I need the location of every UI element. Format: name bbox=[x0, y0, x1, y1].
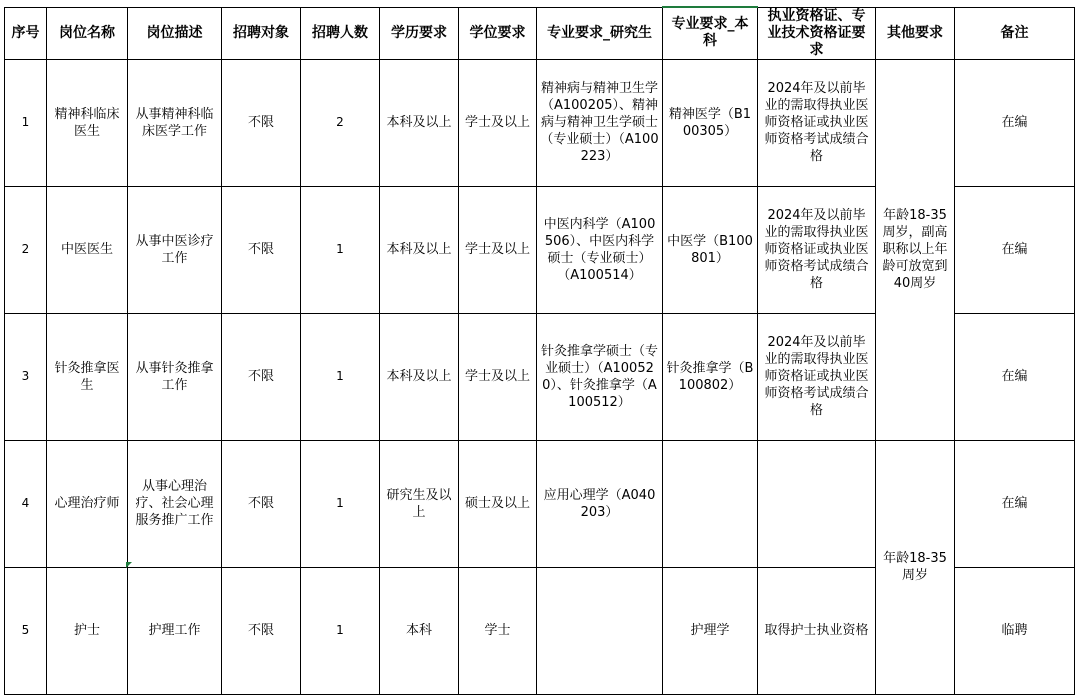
col-header-degree[interactable]: 学位要求 bbox=[459, 7, 537, 59]
cell-target[interactable]: 不限 bbox=[222, 567, 301, 694]
cell-remarks[interactable]: 在编 bbox=[955, 440, 1075, 567]
col-header-certificate[interactable]: 执业资格证、专业技术资格证要求 bbox=[758, 7, 876, 59]
cell-position-name[interactable]: 护士 bbox=[47, 567, 128, 694]
cell-index[interactable]: 4 bbox=[5, 440, 47, 567]
cell-index[interactable]: 2 bbox=[5, 186, 47, 313]
cell-count[interactable]: 1 bbox=[301, 440, 380, 567]
cell-other-merged[interactable]: 年龄18-35周岁 bbox=[876, 440, 955, 694]
col-header-major-graduate[interactable]: 专业要求_研究生 bbox=[537, 7, 663, 59]
cell-position-desc[interactable]: 从事针灸推拿工作 bbox=[128, 313, 222, 440]
cell-major-graduate[interactable]: 针灸推拿学硕士（专业硕士）（A100520）、针灸推拿学（A100512） bbox=[537, 313, 663, 440]
cell-degree[interactable]: 学士及以上 bbox=[459, 313, 537, 440]
cell-position-desc[interactable]: 护理工作 bbox=[128, 567, 222, 694]
cell-count[interactable]: 2 bbox=[301, 59, 380, 186]
cell-remarks[interactable]: 在编 bbox=[955, 186, 1075, 313]
cell-other-merged[interactable]: 年龄18-35周岁，副高职称以上年龄可放宽到40周岁 bbox=[876, 59, 955, 440]
cell-remarks[interactable]: 在编 bbox=[955, 59, 1075, 186]
col-header-index[interactable]: 序号 bbox=[5, 7, 47, 59]
cell-remarks[interactable]: 临聘 bbox=[955, 567, 1075, 694]
cell-position-desc[interactable]: 从事中医诊疗工作 bbox=[128, 186, 222, 313]
cell-target[interactable]: 不限 bbox=[222, 186, 301, 313]
col-header-position-name[interactable]: 岗位名称 bbox=[47, 7, 128, 59]
cell-major-undergrad[interactable]: 护理学 bbox=[663, 567, 758, 694]
cell-major-graduate[interactable]: 精神病与精神卫生学（A100205）、精神病与精神卫生学硕士（专业硕士）（A100223） bbox=[537, 59, 663, 186]
cell-major-undergrad[interactable]: 精神医学（B100305） bbox=[663, 59, 758, 186]
cell-major-undergrad[interactable] bbox=[663, 440, 758, 567]
col-header-other[interactable]: 其他要求 bbox=[876, 7, 955, 59]
col-header-target[interactable]: 招聘对象 bbox=[222, 7, 301, 59]
col-header-count[interactable]: 招聘人数 bbox=[301, 7, 380, 59]
cell-position-name[interactable]: 中医医生 bbox=[47, 186, 128, 313]
cell-position-name[interactable]: 针灸推拿医生 bbox=[47, 313, 128, 440]
cell-major-undergrad[interactable]: 中医学（B100801） bbox=[663, 186, 758, 313]
cell-certificate[interactable]: 取得护士执业资格 bbox=[758, 567, 876, 694]
recruitment-table bbox=[4, 6, 1075, 695]
cell-major-graduate[interactable]: 应用心理学（A040203） bbox=[537, 440, 663, 567]
cell-certificate[interactable]: 2024年及以前毕业的需取得执业医师资格证或执业医师资格考试成绩合格 bbox=[758, 59, 876, 186]
cell-count[interactable]: 1 bbox=[301, 313, 380, 440]
table-row bbox=[5, 59, 1075, 186]
cell-major-graduate[interactable] bbox=[537, 567, 663, 694]
cell-education[interactable]: 本科及以上 bbox=[380, 59, 459, 186]
col-header-major-undergrad[interactable]: 专业要求_本科 bbox=[663, 7, 758, 59]
cell-target[interactable]: 不限 bbox=[222, 313, 301, 440]
cell-position-name[interactable]: 心理治疗师 bbox=[47, 440, 128, 567]
cell-count[interactable]: 1 bbox=[301, 567, 380, 694]
cell-index[interactable]: 5 bbox=[5, 567, 47, 694]
cell-index[interactable]: 3 bbox=[5, 313, 47, 440]
cell-certificate[interactable]: 2024年及以前毕业的需取得执业医师资格证或执业医师资格考试成绩合格 bbox=[758, 186, 876, 313]
comment-indicator-icon bbox=[126, 562, 132, 568]
cell-education[interactable]: 研究生及以上 bbox=[380, 440, 459, 567]
cell-target[interactable]: 不限 bbox=[222, 59, 301, 186]
cell-position-desc[interactable]: 从事精神科临床医学工作 bbox=[128, 59, 222, 186]
cell-major-undergrad[interactable]: 针灸推拿学（B100802） bbox=[663, 313, 758, 440]
col-header-education[interactable]: 学历要求 bbox=[380, 7, 459, 59]
cell-position-name[interactable]: 精神科临床医生 bbox=[47, 59, 128, 186]
cell-degree[interactable]: 硕士及以上 bbox=[459, 440, 537, 567]
cell-degree[interactable]: 学士及以上 bbox=[459, 186, 537, 313]
col-header-remarks[interactable]: 备注 bbox=[955, 7, 1075, 59]
cell-major-graduate[interactable]: 中医内科学（A100506）、中医内科学硕士（专业硕士）（A100514） bbox=[537, 186, 663, 313]
cell-degree[interactable]: 学士 bbox=[459, 567, 537, 694]
cell-index[interactable]: 1 bbox=[5, 59, 47, 186]
cell-certificate[interactable]: 2024年及以前毕业的需取得执业医师资格证或执业医师资格考试成绩合格 bbox=[758, 313, 876, 440]
cell-education[interactable]: 本科及以上 bbox=[380, 186, 459, 313]
header-row bbox=[5, 7, 1075, 59]
cell-remarks[interactable]: 在编 bbox=[955, 313, 1075, 440]
col-header-position-desc[interactable]: 岗位描述 bbox=[128, 7, 222, 59]
cell-target[interactable]: 不限 bbox=[222, 440, 301, 567]
cell-education[interactable]: 本科及以上 bbox=[380, 313, 459, 440]
cell-count[interactable]: 1 bbox=[301, 186, 380, 313]
cell-degree[interactable]: 学士及以上 bbox=[459, 59, 537, 186]
table-row bbox=[5, 440, 1075, 567]
cell-certificate[interactable] bbox=[758, 440, 876, 567]
cell-position-desc[interactable]: 从事心理治疗、社会心理服务推广工作 bbox=[128, 440, 222, 567]
cell-education[interactable]: 本科 bbox=[380, 567, 459, 694]
